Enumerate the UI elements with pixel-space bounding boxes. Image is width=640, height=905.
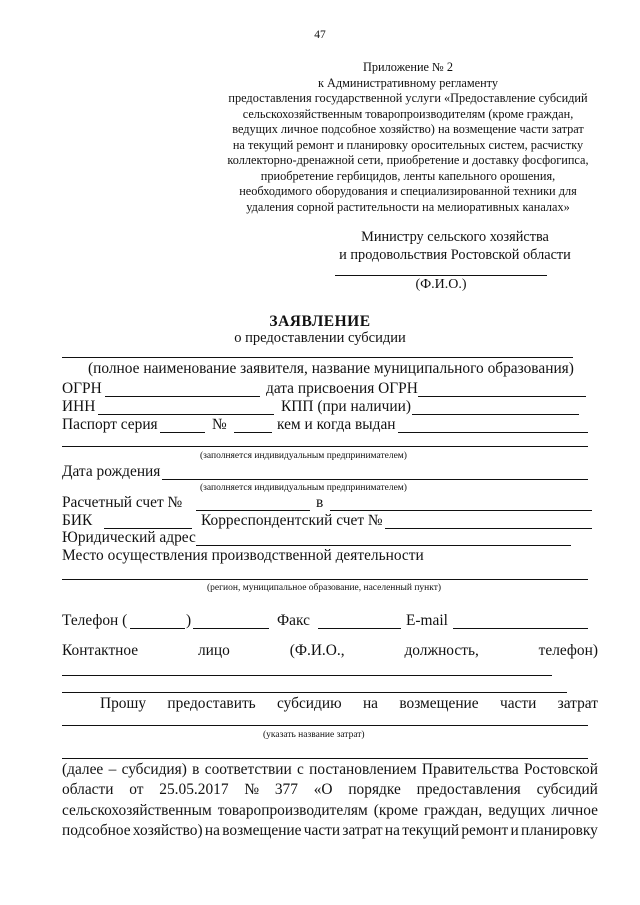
word: (кроме bbox=[373, 801, 418, 819]
request-word: возмещение bbox=[399, 695, 479, 712]
ogrn-date-label: дата присвоения ОГРН bbox=[266, 380, 418, 397]
word: подсобное bbox=[62, 821, 131, 839]
word: планировку bbox=[521, 821, 598, 839]
paragraph-line bbox=[62, 801, 598, 821]
phone-label: Телефон ( bbox=[62, 612, 128, 629]
paragraph-line bbox=[62, 780, 598, 800]
word: ремонт bbox=[461, 821, 509, 839]
word: личное bbox=[551, 801, 598, 819]
word: 377 bbox=[274, 781, 298, 799]
corr-account-field[interactable] bbox=[385, 528, 592, 529]
word: в bbox=[192, 761, 200, 778]
costs-field-2[interactable] bbox=[62, 758, 588, 759]
appendix-line: к Административному регламенту bbox=[317, 75, 499, 90]
ogrn-label: ОГРН bbox=[62, 380, 102, 397]
bik-label: БИК bbox=[62, 512, 93, 529]
word: субсидий bbox=[536, 781, 598, 799]
corr-account-label: Корреспондентский счет № bbox=[201, 512, 383, 529]
passport-number-label: № bbox=[212, 416, 227, 433]
appendix-line: ведущих личное подсобное хозяйство) на возмещение части затрат bbox=[232, 122, 584, 136]
word: 25.05.2017 bbox=[159, 781, 229, 799]
word: на bbox=[204, 821, 220, 839]
inn-label: ИНН bbox=[62, 398, 96, 415]
addressee-line-2: и продовольствия Ростовской области bbox=[339, 247, 571, 263]
passport-series-label: Паспорт серия bbox=[62, 416, 158, 433]
appendix-header bbox=[206, 60, 610, 215]
passport-issued-field-2[interactable] bbox=[62, 446, 588, 447]
appendix-line: необходимого оборудования и специализированной техники для bbox=[239, 184, 577, 198]
email-field[interactable] bbox=[453, 628, 588, 629]
request-word: части bbox=[499, 695, 537, 712]
request-word: затрат bbox=[557, 695, 598, 712]
addressee bbox=[300, 228, 610, 264]
costs-field[interactable] bbox=[62, 725, 588, 726]
phone-field[interactable] bbox=[193, 628, 269, 629]
addressee-line-1: Министру сельского хозяйства bbox=[361, 229, 549, 245]
appendix-line: сельскохозяйственным товаропроизводителям (кроме граждан, bbox=[242, 106, 574, 121]
passport-series-field[interactable] bbox=[160, 432, 205, 433]
legal-address-label: Юридический адрес bbox=[62, 529, 196, 546]
appendix-line: приобретение гербицидов, ленты капельного орошения, bbox=[260, 168, 556, 183]
ogrn-field[interactable] bbox=[105, 396, 260, 397]
fax-field[interactable] bbox=[318, 628, 401, 629]
ip-note-2: (заполняется индивидуальным предпринимателем) bbox=[200, 483, 407, 493]
bank-field[interactable] bbox=[330, 510, 592, 511]
paragraph-line bbox=[62, 760, 598, 780]
word: постановлением bbox=[309, 761, 417, 778]
request-line bbox=[100, 695, 598, 713]
addressee-fio-field[interactable] bbox=[335, 274, 547, 276]
phone-code-field[interactable] bbox=[130, 628, 185, 629]
word: с bbox=[297, 761, 304, 778]
word: части bbox=[303, 821, 341, 839]
birth-date-field[interactable] bbox=[162, 479, 588, 480]
applicant-name-field[interactable] bbox=[62, 357, 573, 358]
word: текущий bbox=[402, 821, 460, 839]
addressee-fio-caption: (Ф.И.О.) bbox=[415, 277, 467, 292]
account-bank-label: в bbox=[316, 494, 324, 511]
account-field[interactable] bbox=[196, 510, 310, 511]
word: Правительства bbox=[421, 761, 519, 778]
activity-place-caption: (регион, муниципальное образование, населенный пункт) bbox=[207, 583, 442, 593]
legal-paragraph bbox=[62, 760, 598, 841]
word: предоставления bbox=[416, 781, 521, 799]
word: хозяйство) bbox=[132, 821, 203, 839]
contact-person-label bbox=[62, 642, 598, 660]
account-label: Расчетный счет № bbox=[62, 494, 183, 511]
contact-word: телефон) bbox=[538, 642, 598, 659]
contact-word: (Ф.И.О., bbox=[289, 642, 345, 659]
contact-word: Контактное bbox=[62, 642, 139, 659]
contact-word: должность, bbox=[404, 642, 479, 659]
word: (далее bbox=[62, 761, 104, 778]
word: возмещение bbox=[222, 821, 302, 839]
word: «О bbox=[313, 781, 333, 799]
ogrn-date-field[interactable] bbox=[418, 396, 586, 397]
appendix-line: предоставления государственной услуги «Предоставление субсидий bbox=[228, 91, 588, 105]
document-subtitle: о предоставлении субсидии bbox=[234, 330, 406, 346]
request-word: Прошу bbox=[100, 695, 147, 712]
request-word: на bbox=[362, 695, 379, 712]
contact-person-field[interactable] bbox=[62, 675, 552, 676]
inn-field[interactable] bbox=[98, 414, 274, 415]
request-word: субсидию bbox=[277, 695, 342, 712]
word: субсидия) bbox=[121, 761, 187, 778]
applicant-caption: (полное наименование заявителя, название муниципального образования) bbox=[88, 360, 574, 377]
activity-place-label: Место осуществления производственной деятельности bbox=[62, 547, 424, 564]
appendix-line: коллекторно-дренажной сети, приобретение и доставку фосфогипса, bbox=[227, 153, 589, 167]
word: от bbox=[129, 781, 144, 799]
fax-label: Факс bbox=[277, 612, 310, 629]
costs-caption: (указать название затрат) bbox=[263, 730, 365, 740]
passport-issued-label: кем и когда выдан bbox=[277, 416, 396, 433]
word: порядке bbox=[348, 781, 401, 799]
word: – bbox=[108, 761, 117, 778]
contact-person-field-2[interactable] bbox=[62, 692, 567, 693]
email-label: E-mail bbox=[406, 612, 448, 629]
word: ведущих bbox=[488, 801, 546, 819]
contact-word: лицо bbox=[197, 642, 230, 659]
word: сельскохозяйственным bbox=[62, 801, 212, 819]
appendix-line: на текущий ремонт и планировку оросительных систем, расчистку bbox=[232, 137, 584, 152]
ip-note-1: (заполняется индивидуальным предпринимателем) bbox=[200, 451, 407, 461]
word: соответствии bbox=[204, 761, 292, 778]
phone-bracket: ) bbox=[186, 612, 192, 629]
word: области bbox=[62, 781, 114, 799]
word: на bbox=[384, 821, 400, 839]
word: граждан, bbox=[423, 801, 483, 819]
document-title: ЗАЯВЛЕНИЕ bbox=[269, 313, 371, 330]
page-number: 47 bbox=[314, 29, 326, 41]
birth-date-label: Дата рождения bbox=[62, 463, 161, 480]
kpp-field[interactable] bbox=[412, 414, 579, 415]
word: Ростовской bbox=[524, 761, 598, 778]
kpp-label: КПП (при наличии) bbox=[281, 398, 411, 415]
word: № bbox=[244, 781, 260, 799]
request-word: предоставить bbox=[167, 695, 256, 712]
word: товаропроизводителям bbox=[217, 801, 368, 819]
word: и bbox=[510, 821, 519, 839]
legal-address-field[interactable] bbox=[196, 545, 571, 546]
activity-place-field[interactable] bbox=[62, 579, 588, 580]
paragraph-line bbox=[62, 821, 598, 841]
word: затрат bbox=[342, 821, 383, 839]
passport-number-field[interactable] bbox=[234, 432, 272, 433]
appendix-line: удаления сорной растительности на мелиоративных каналах» bbox=[246, 199, 570, 214]
passport-issued-field[interactable] bbox=[398, 432, 588, 433]
appendix-line: Приложение № 2 bbox=[362, 60, 454, 74]
